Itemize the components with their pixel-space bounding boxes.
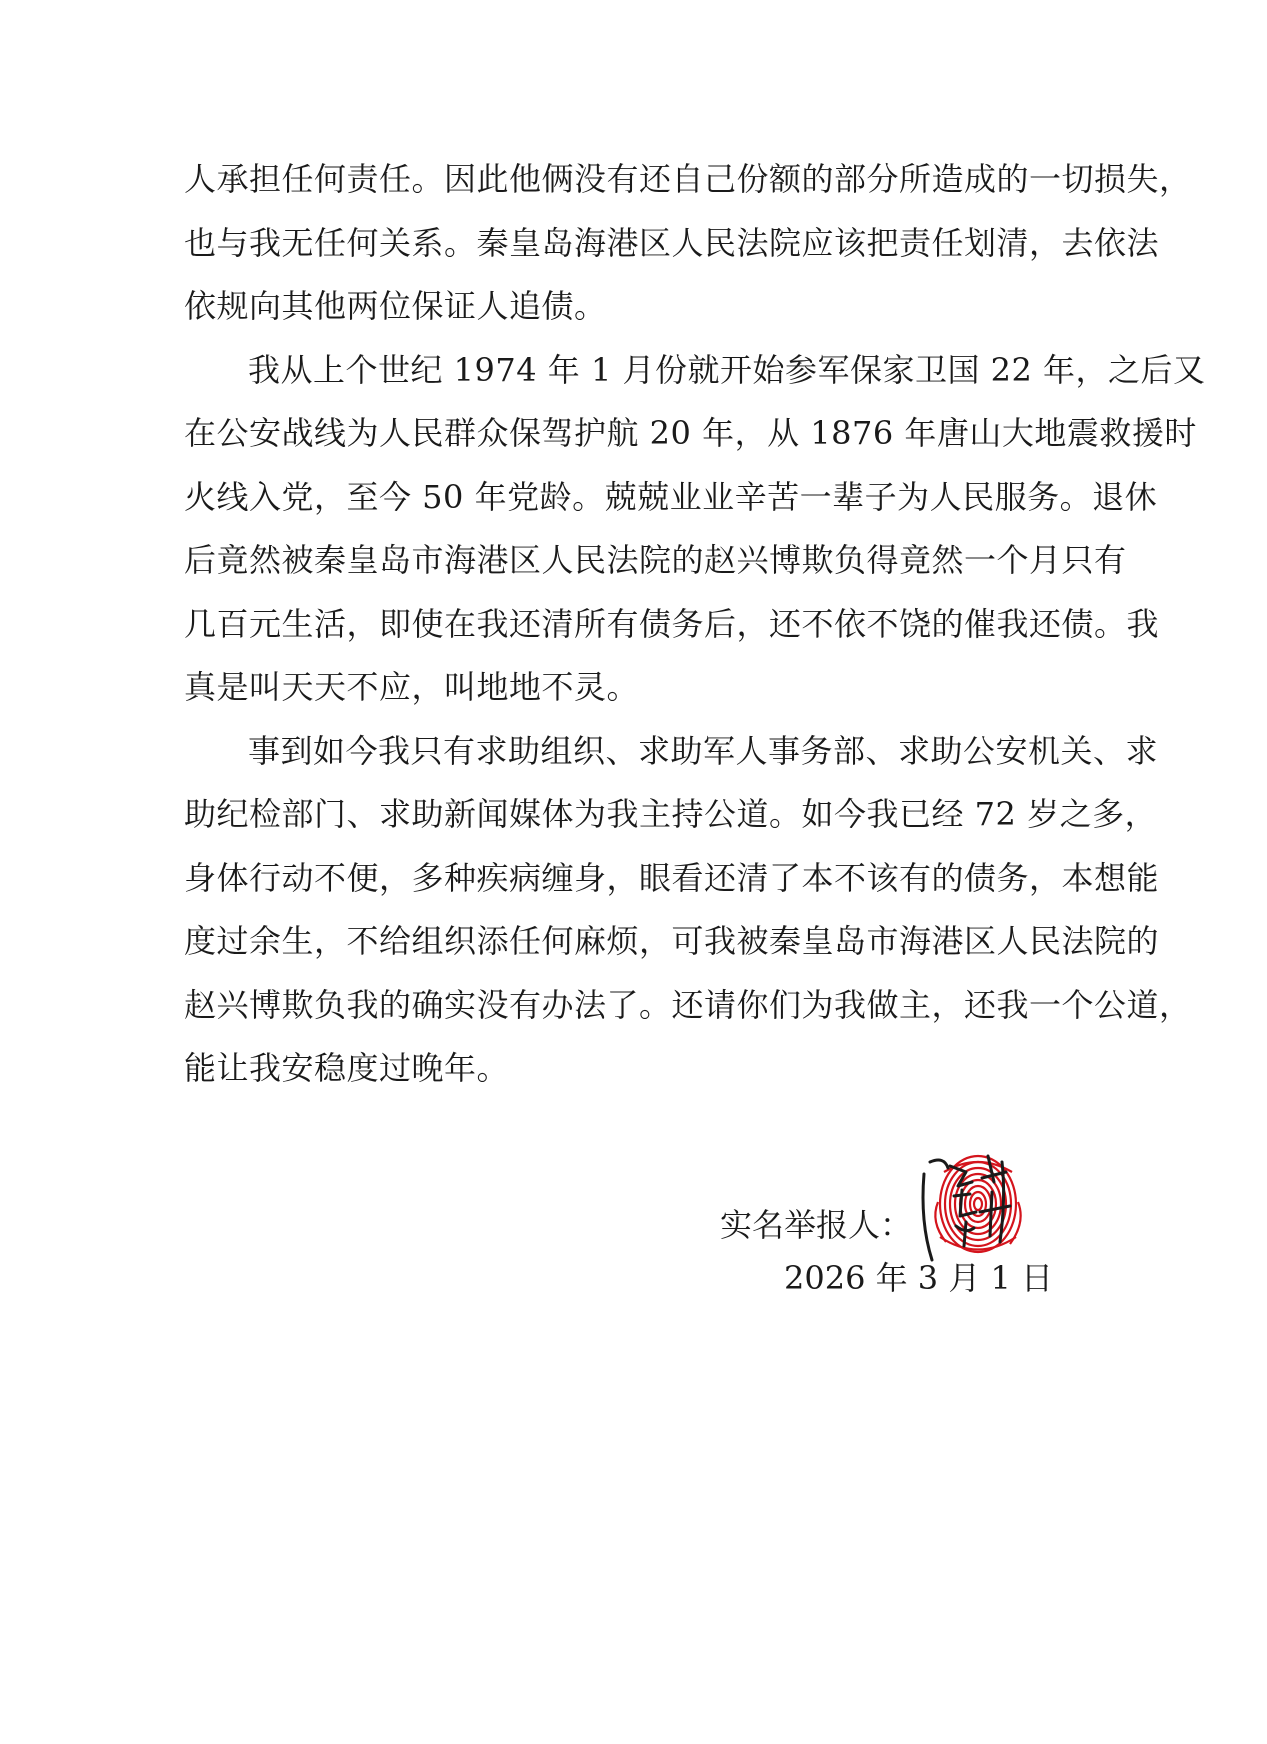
paragraph-3-line-5: 赵兴博欺负我的确实没有办法了。还请你们为我做主，还我一个公道， — [184, 985, 1192, 1024]
paragraph-1-line-1: 人承担任何责任。因此他俩没有还自己份额的部分所造成的一切损失， — [184, 160, 1192, 198]
paragraph-2-line-2: 在公安战线为人民群众保驾护航 20 年，从 1876 年唐山大地震救援时 — [184, 414, 1197, 452]
paragraph-1-line-3: 依规向其他两位保证人追债。 — [184, 287, 607, 325]
paragraph-3-line-4: 度过余生，不给组织添任何麻烦，可我被秦皇岛市海港区人民法院的 — [184, 922, 1160, 960]
paragraph-3-line-3: 身体行动不便，多种疾病缠身，眼看还清了本不该有的债务，本想能 — [184, 858, 1160, 897]
paragraph-2-line-4: 后竟然被秦皇岛市海港区人民法院的赵兴博欺负得竟然一个月只有 — [184, 541, 1127, 579]
paragraph-2-line-6: 真是叫天天不应，叫地地不灵。 — [184, 668, 640, 706]
paragraph-3-line-1: 事到如今我只有求助组织、求助军人事务部、求助公安机关、求 — [248, 731, 1159, 770]
letter-date: 2026 年 3 月 1 日 — [784, 1259, 1054, 1297]
paragraph-1-line-2: 也与我无任何关系。秦皇岛海港区人民法院应该把责任划清，去依法 — [184, 223, 1160, 262]
paragraph-2-line-5: 几百元生活，即使在我还清所有债务后，还不依不饶的催我还债。我 — [184, 604, 1160, 643]
signature-label: 实名举报人： — [720, 1206, 913, 1244]
letter-body — [184, 148, 1206, 1101]
paragraph-3-line-6: 能让我安稳度过晚年。 — [184, 1049, 510, 1087]
paragraph-3-line-2: 助纪检部门、求助新闻媒体为我主持公道。如今我已经 72 岁之多， — [184, 795, 1158, 833]
paragraph-2-line-1: 我从上个世纪 1974 年 1 月份就开始参军保家卫国 22 年，之后又 — [248, 350, 1206, 389]
paragraph-2-line-3: 火线入党，至今 50 年党龄。兢兢业业辛苦一辈子为人民服务。退休 — [184, 477, 1158, 516]
